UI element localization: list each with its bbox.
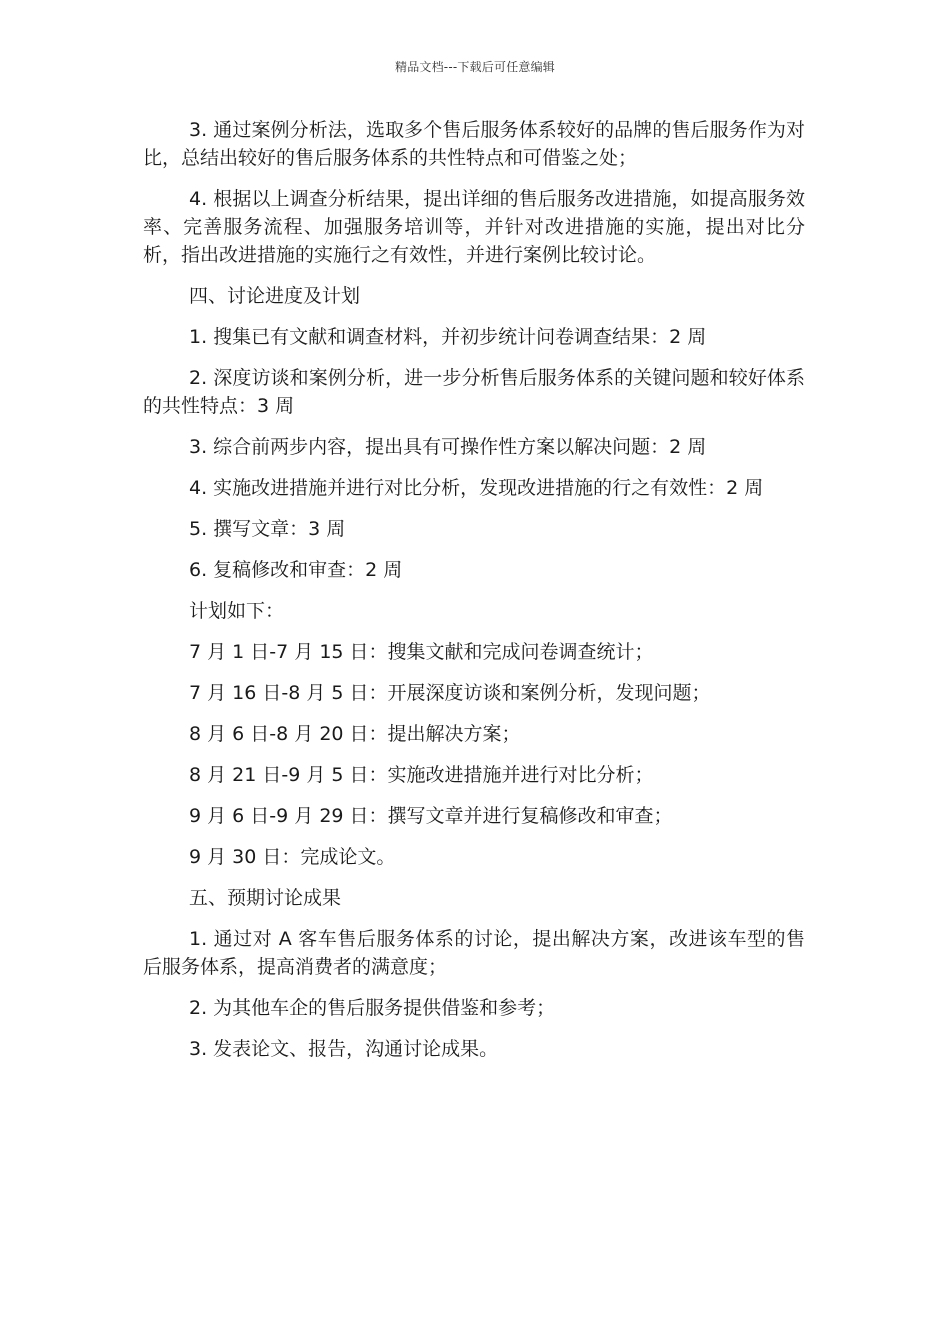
outcome-item-1: 1. 通过对 A 客车售后服务体系的讨论，提出解决方案，改进该车型的售后服务体系，提高消费者的满意度；	[143, 928, 805, 978]
schedule-item-5: 5. 撰写文章：3 周	[189, 518, 346, 540]
section-heading-schedule: 四、讨论进度及计划	[189, 285, 361, 307]
plan-date-5: 9 月 6 日-9 月 29 日：撰写文章并进行复稿修改和审查；	[189, 805, 673, 827]
paragraph-method-improvement: 4. 根据以上调查分析结果，提出详细的售后服务改进措施，如提高服务效率、完善服务流程、加强服务培训等，并针对改进措施的实施，提出对比分析，指出改进措施的实施行之有效性，并进行案例比较讨论。	[143, 188, 805, 266]
document-body	[143, 116, 805, 1076]
plan-intro: 计划如下：	[189, 600, 285, 622]
page-header: 精品文档---下载后可任意编辑	[395, 60, 555, 74]
plan-date-4: 8 月 21 日-9 月 5 日：实施改进措施并进行对比分析；	[189, 764, 654, 786]
paragraph-method-case-analysis: 3. 通过案例分析法，选取多个售后服务体系较好的品牌的售后服务作为对比，总结出较好的售后服务体系的共性特点和可借鉴之处；	[143, 119, 805, 169]
section-heading-outcomes: 五、预期讨论成果	[189, 887, 342, 909]
plan-date-3: 8 月 6 日-8 月 20 日：提出解决方案；	[189, 723, 521, 745]
plan-date-2: 7 月 16 日-8 月 5 日：开展深度访谈和案例分析，发现问题；	[189, 682, 711, 704]
outcome-item-3: 3. 发表论文、报告，沟通讨论成果。	[189, 1038, 499, 1060]
outcome-item-2: 2. 为其他车企的售后服务提供借鉴和参考；	[189, 997, 556, 1019]
plan-date-6: 9 月 30 日：完成论文。	[189, 846, 396, 868]
schedule-item-4: 4. 实施改进措施并进行对比分析，发现改进措施的行之有效性：2 周	[189, 477, 764, 499]
schedule-item-3: 3. 综合前两步内容，提出具有可操作性方案以解决问题：2 周	[189, 436, 707, 458]
schedule-item-6: 6. 复稿修改和审查：2 周	[189, 559, 403, 581]
schedule-item-1: 1. 搜集已有文献和调查材料，并初步统计问卷调查结果：2 周	[189, 326, 707, 348]
plan-date-1: 7 月 1 日-7 月 15 日：搜集文献和完成问卷调查统计；	[189, 641, 654, 663]
schedule-item-2: 2. 深度访谈和案例分析，进一步分析售后服务体系的关键问题和较好体系的共性特点：3 周	[143, 367, 805, 417]
